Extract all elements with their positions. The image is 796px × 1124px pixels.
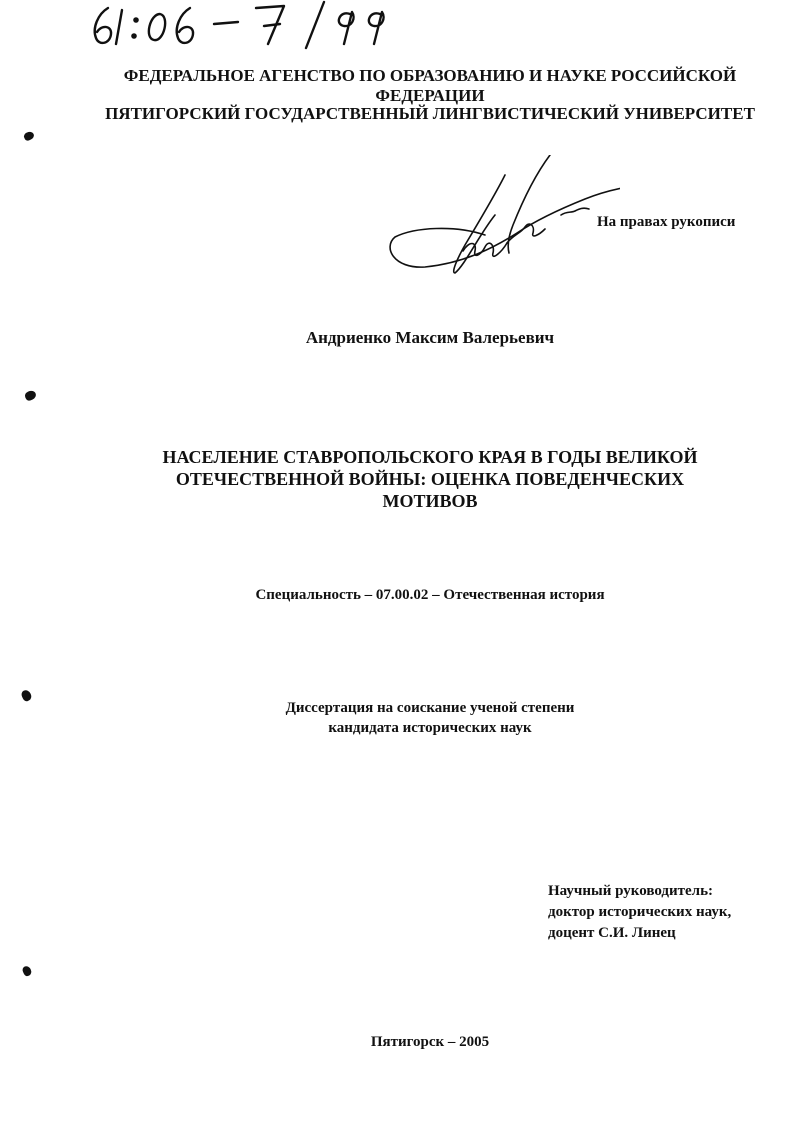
signature-image [385,155,620,280]
scientific-advisor [548,881,731,944]
header-line-3: ПЯТИГОРСКИЙ ГОСУДАРСТВЕННЫЙ ЛИНГВИСТИЧЕСКИЙ УНИВЕРСИТЕТ [105,104,755,123]
rights-note: На правах рукописи [597,214,736,230]
scan-mark [24,389,38,402]
title-line-3: МОТИВОВ [382,491,478,511]
scan-mark [20,689,33,703]
advisor-label: Научный руководитель: [548,883,713,899]
advisor-degree: доктор исторических наук, [548,904,732,920]
advisor-name: доцент С.И. Линец [548,925,676,941]
specialty: Специальность – 07.00.02 – Отечественная история [255,587,605,603]
place-year: Пятигорск – 2005 [370,1034,490,1050]
dissertation-title [100,446,760,512]
scan-mark [21,965,32,977]
degree-line-2: кандидата исторических наук [328,720,532,736]
scan-mark [23,130,35,141]
title-line-2: ОТЕЧЕСТВЕННОЙ ВОЙНЫ: ОЦЕНКА ПОВЕДЕНЧЕСКИХ [175,469,685,489]
degree-line-1: Диссертация на соискание ученой степени [285,700,575,716]
header-line-2: ФЕДЕРАЦИИ [375,86,485,105]
header-line-1: ФЕДЕРАЛЬНОЕ АГЕНСТВО ПО ОБРАЗОВАНИЮ И НАУКЕ РОССИЙСКОЙ [123,66,737,85]
degree-statement [180,698,680,738]
handwritten-catalog-code [88,0,418,52]
author-name: Андриенко Максим Валерьевич [305,328,555,347]
title-line-1: НАСЕЛЕНИЕ СТАВРОПОЛЬСКОГО КРАЯ В ГОДЫ ВЕЛИКОЙ [162,447,698,467]
